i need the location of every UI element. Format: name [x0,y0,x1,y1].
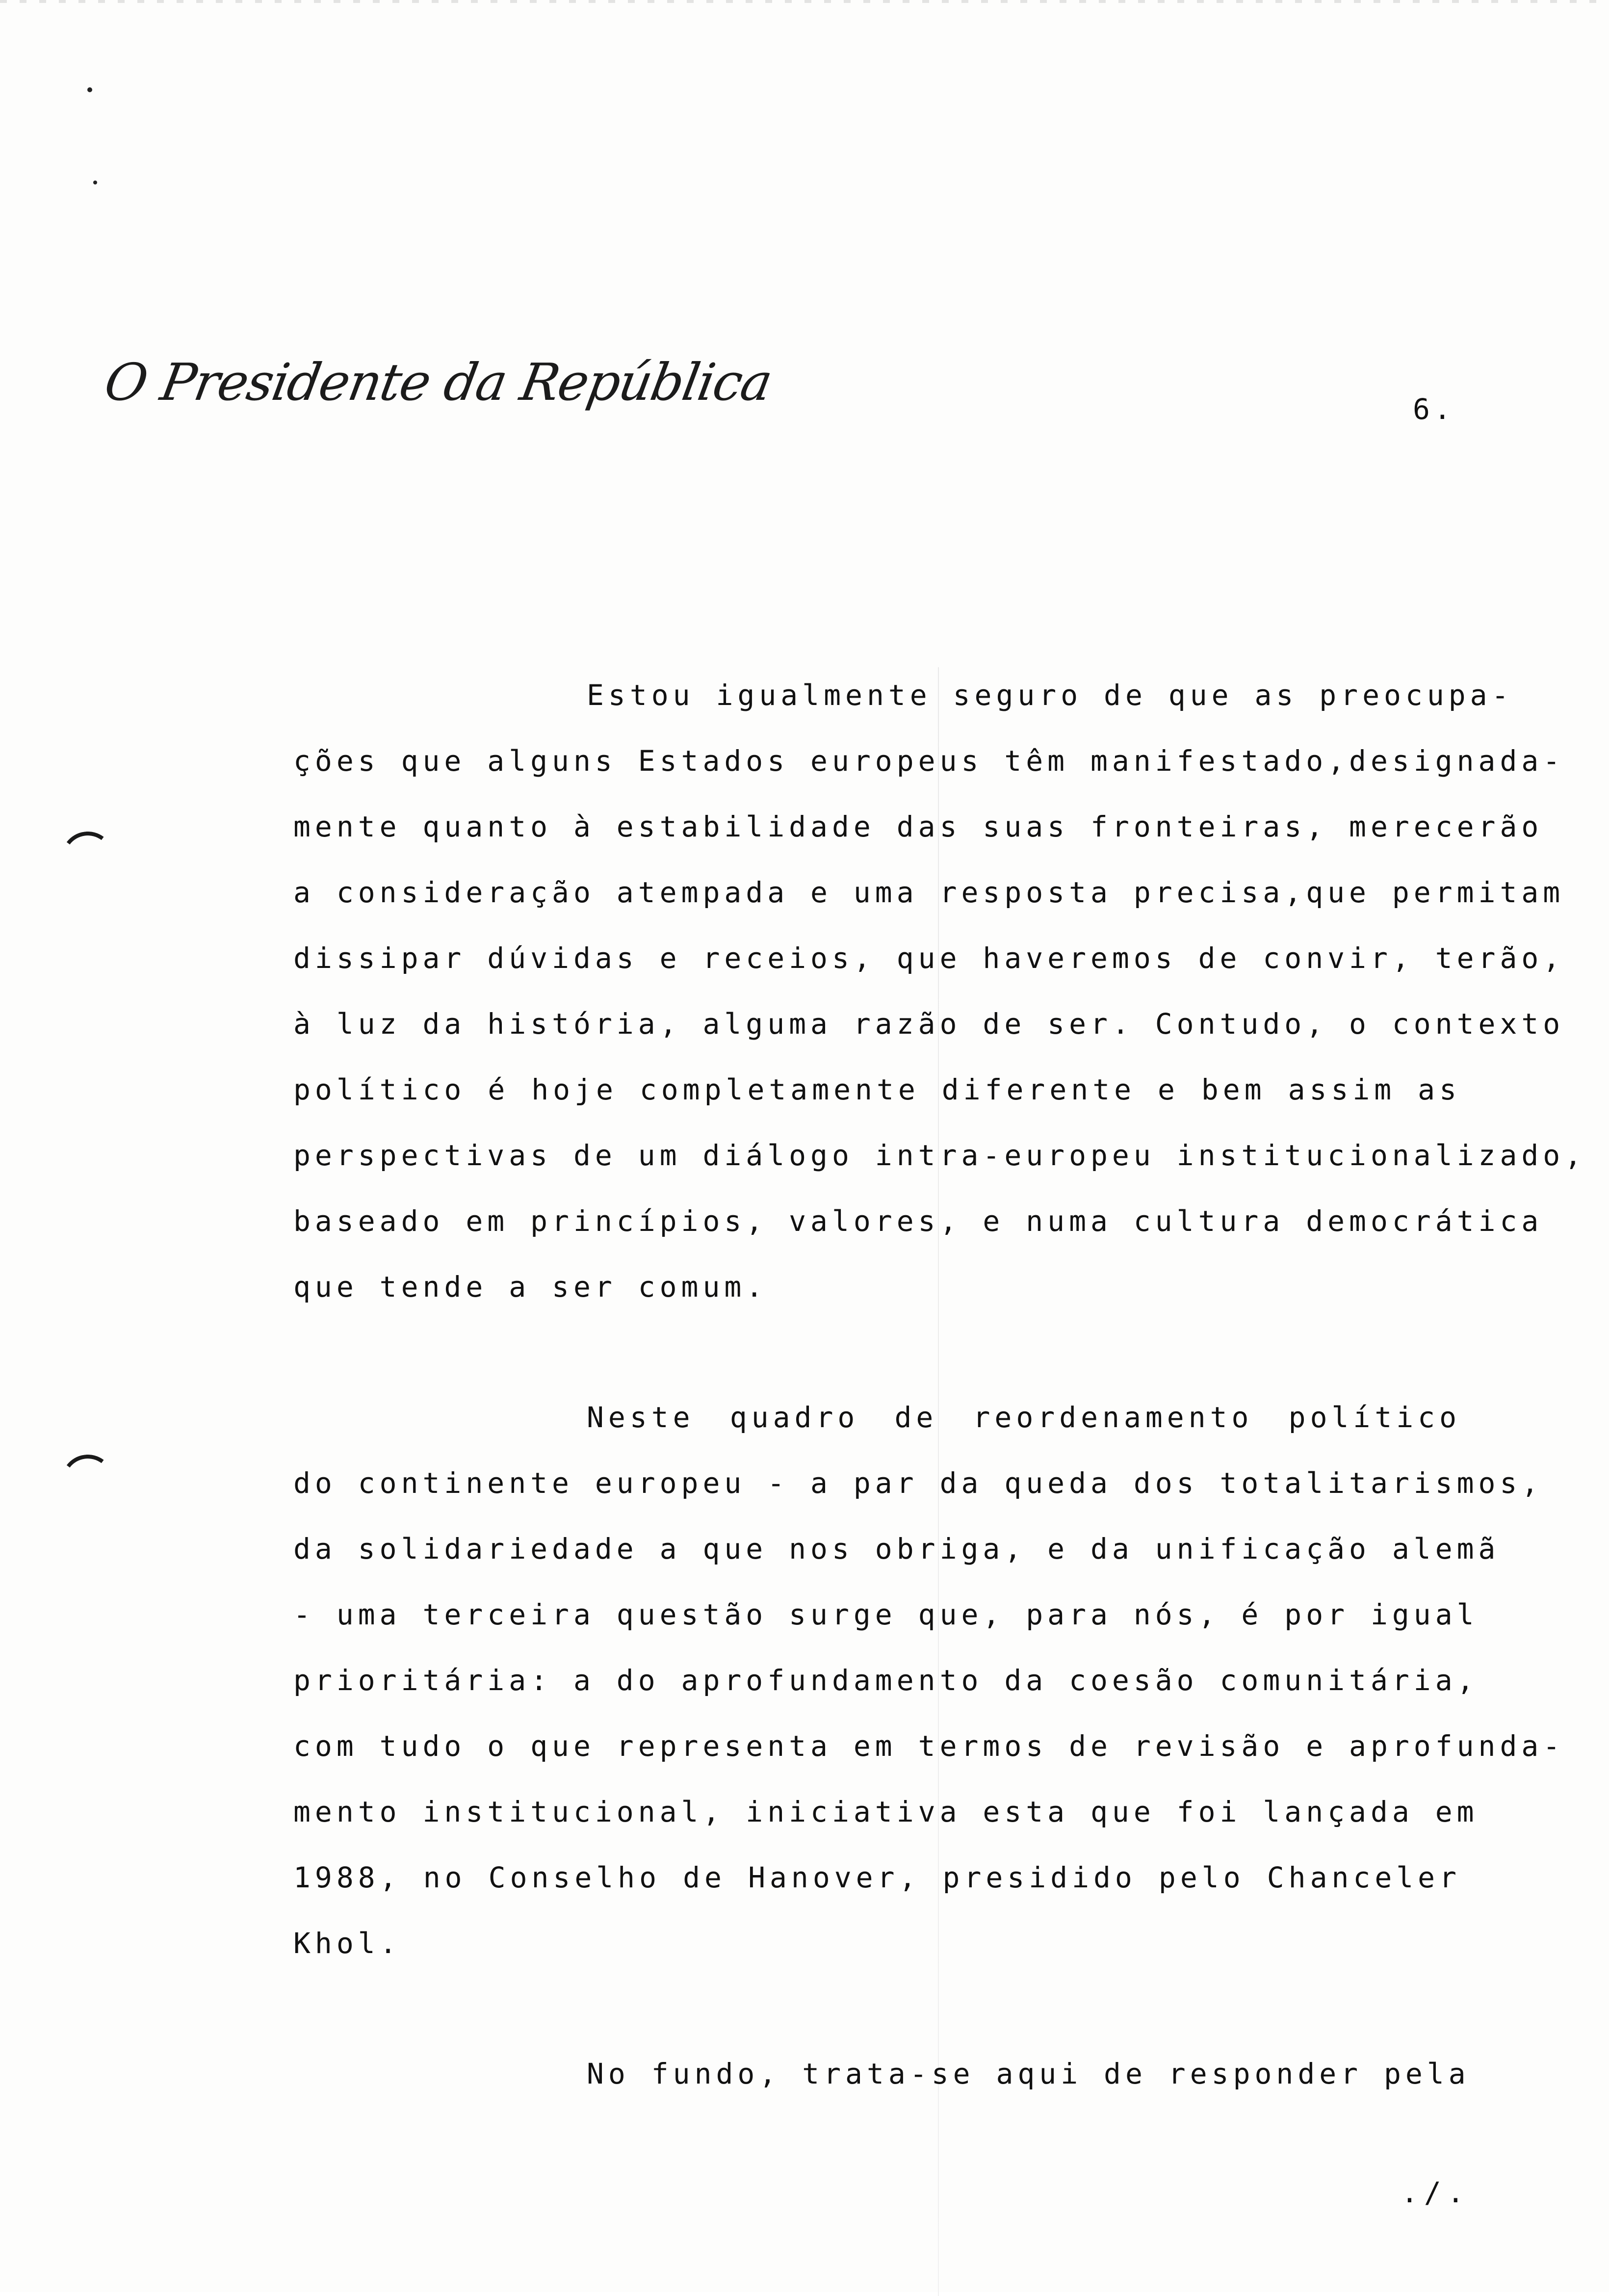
text-line: com tudo o que representa em termos de revisão e aprofunda- [293,1729,1565,1763]
text-line: Estou igualmente seguro de que as preocupa- [587,678,1513,712]
text-line: perspectivas de um diálogo intra-europeu institucionalizado, [293,1139,1586,1172]
body-text [293,662,1586,2107]
text-line: à luz da história, alguma razão de ser. Contudo, o contexto [293,1007,1565,1041]
continuation-mark: ./. [1401,2176,1470,2209]
text-line: da solidariedade a que nos obriga, e da unificação alemã [293,1532,1500,1565]
scan-speck [87,87,92,92]
text-line: - uma terceira questão surge que, para nós, é por igual [293,1598,1479,1631]
text-line: mento institucional, iniciativa esta que foi lançada em [293,1795,1479,1828]
paragraph-gap [293,1320,1461,1384]
scan-speck [93,181,97,184]
text-line: do continente europeu - a par da queda dos totalitarismos, [293,1466,1543,1500]
paragraph-1 [293,662,1586,1320]
punch-hole-mark [58,1451,118,1511]
text-line: baseado em princípios, valores, e numa cultura democrática [293,1204,1543,1238]
text-line: prioritária: a do aprofundamento da coesão comunitária, [293,1664,1479,1697]
paragraph-gap [293,1976,1461,2041]
text-line: ções que alguns Estados europeus têm manifestado,designada- [293,744,1565,778]
paragraph-3 [293,2041,1470,2107]
text-line: a consideração atempada e uma resposta precisa,que permitam [293,876,1565,909]
punch-hole-mark [58,828,118,888]
text-line: dissipar dúvidas e receios, que haveremos de convir, terão, [293,941,1565,975]
letterhead-title: O Presidente da República [100,352,776,412]
text-line: político é hoje completamente diferente e bem assim as [293,1073,1461,1106]
page-number: 6. [1413,392,1455,426]
text-line: No fundo, trata-se aqui de responder pela [587,2057,1470,2090]
text-line: Khol. [293,1927,401,1960]
text-line: 1988, no Conselho de Hanover, presidido pelo Chanceler [293,1861,1461,1894]
text-line: que tende a ser comum. [293,1270,768,1304]
paragraph-2 [293,1384,1565,1976]
text-line: Neste quadro de reordenamento político [587,1401,1461,1434]
scan-artifact-line [0,0,1609,3]
text-line: mente quanto à estabilidade das suas fronteiras, merecerão [293,810,1543,843]
